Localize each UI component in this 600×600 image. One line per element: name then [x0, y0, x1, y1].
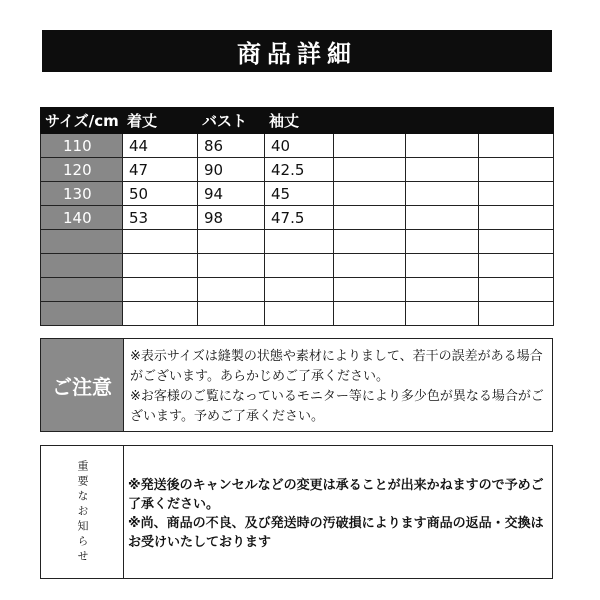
- notice-line: ※発送後のキャンセルなどの変更は承ることが出来かねますので予めご了承ください。: [128, 478, 544, 512]
- length-cell: 53: [123, 206, 198, 230]
- blank-cell: [406, 278, 479, 302]
- blank-cell: [123, 278, 198, 302]
- header-blank: [406, 108, 479, 134]
- caution-text: [124, 339, 552, 431]
- blank-cell: [265, 302, 334, 326]
- blank-cell: [406, 206, 479, 230]
- caution-line: ※お客様のご覧になっているモニター等により多少色が異なる場合がございます。予めご了承ください。: [130, 389, 544, 424]
- table-row: [41, 254, 554, 278]
- blank-cell: [334, 278, 406, 302]
- table-row: [41, 302, 554, 326]
- bust-cell: 86: [198, 134, 265, 158]
- blank-cell: [406, 230, 479, 254]
- notice-line: ※尚、商品の不良、及び発送時の汚破損によります商品の返品・交換はお受けいたしております: [128, 516, 544, 550]
- size-cell: 110: [41, 134, 123, 158]
- caution-line: ※表示サイズは縫製の状態や素材によりまして、若干の誤差がある場合がございます。あらかじめご了承ください。: [130, 349, 543, 384]
- sleeve-cell: 47.5: [265, 206, 334, 230]
- header-bust: バスト: [198, 108, 265, 134]
- bust-cell: 94: [198, 182, 265, 206]
- blank-cell: [406, 254, 479, 278]
- table-row: [41, 134, 554, 158]
- blank-cell: [198, 278, 265, 302]
- caution-box: [40, 338, 553, 432]
- notice-label: 重要なお知らせ: [76, 459, 89, 565]
- blank-cell: [479, 134, 554, 158]
- blank-cell: [198, 254, 265, 278]
- length-cell: 47: [123, 158, 198, 182]
- blank-cell: [406, 134, 479, 158]
- header-blank: [479, 108, 554, 134]
- blank-cell: [479, 302, 554, 326]
- blank-cell: [123, 254, 198, 278]
- blank-cell: [479, 182, 554, 206]
- blank-cell: [334, 182, 406, 206]
- blank-cell: [123, 302, 198, 326]
- blank-cell: [334, 134, 406, 158]
- sleeve-cell: 45: [265, 182, 334, 206]
- length-cell: 44: [123, 134, 198, 158]
- blank-cell: [479, 206, 554, 230]
- header-size: サイズ/cm: [41, 108, 123, 134]
- page-title: 商品詳細: [42, 30, 552, 72]
- blank-cell: [334, 230, 406, 254]
- length-cell: 50: [123, 182, 198, 206]
- blank-cell: [334, 158, 406, 182]
- size-cell: [41, 278, 123, 302]
- bust-cell: 98: [198, 206, 265, 230]
- blank-cell: [265, 230, 334, 254]
- sleeve-cell: 40: [265, 134, 334, 158]
- blank-cell: [406, 158, 479, 182]
- size-cell: [41, 302, 123, 326]
- table-header-row: [41, 108, 554, 134]
- size-cell: 120: [41, 158, 123, 182]
- blank-cell: [334, 302, 406, 326]
- blank-cell: [406, 182, 479, 206]
- header-sleeve: 袖丈: [265, 108, 334, 134]
- blank-cell: [406, 302, 479, 326]
- header-blank: [334, 108, 406, 134]
- blank-cell: [123, 230, 198, 254]
- blank-cell: [479, 278, 554, 302]
- table-row: [41, 206, 554, 230]
- blank-cell: [198, 302, 265, 326]
- table-row: [41, 278, 554, 302]
- blank-cell: [479, 230, 554, 254]
- size-cell: 130: [41, 182, 123, 206]
- blank-cell: [479, 158, 554, 182]
- blank-cell: [334, 254, 406, 278]
- notice-label-cell: [41, 446, 124, 578]
- blank-cell: [334, 206, 406, 230]
- table-row: [41, 182, 554, 206]
- header-length: 着丈: [123, 108, 198, 134]
- size-cell: 140: [41, 206, 123, 230]
- size-cell: [41, 230, 123, 254]
- blank-cell: [265, 278, 334, 302]
- blank-cell: [265, 254, 334, 278]
- bust-cell: 90: [198, 158, 265, 182]
- size-cell: [41, 254, 123, 278]
- blank-cell: [479, 254, 554, 278]
- notice-text: [124, 446, 552, 578]
- table-row: [41, 158, 554, 182]
- caution-label: ご注意: [41, 339, 124, 431]
- sleeve-cell: 42.5: [265, 158, 334, 182]
- notice-box: [40, 445, 553, 579]
- size-table: [40, 107, 554, 326]
- blank-cell: [198, 230, 265, 254]
- table-row: [41, 230, 554, 254]
